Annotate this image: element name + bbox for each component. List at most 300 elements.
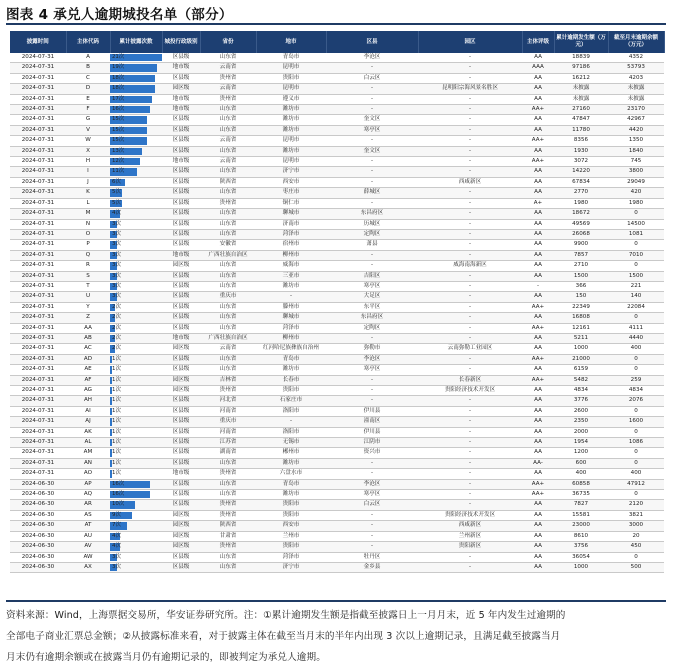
cell-overdue-amount: 2770 xyxy=(554,188,608,198)
cell-date: 2024-07-31 xyxy=(10,157,66,167)
cell-count xyxy=(110,448,162,458)
count-unit: 次 xyxy=(115,272,121,279)
cell-park: - xyxy=(418,396,522,406)
cell-date: 2024-07-31 xyxy=(10,302,66,312)
cell-county: - xyxy=(326,198,418,208)
count-unit: 次 xyxy=(115,324,121,331)
cell-province: 贵州省 xyxy=(200,198,256,208)
count-label xyxy=(110,564,121,570)
cell-date: 2024-07-31 xyxy=(10,115,66,125)
table-row xyxy=(10,406,664,416)
count-value: 1 xyxy=(112,418,116,425)
cell-city: 滕州市 xyxy=(256,302,326,312)
count-value: 18 xyxy=(112,74,119,81)
cell-city: 潍坊市 xyxy=(256,105,326,115)
cell-rating: AA xyxy=(522,261,554,271)
cell-county: - xyxy=(326,250,418,260)
table-row xyxy=(10,281,664,291)
cell-city: 柳州市 xyxy=(256,333,326,343)
cell-code: H xyxy=(66,157,110,167)
count-label xyxy=(110,85,124,91)
count-label xyxy=(110,491,124,497)
cell-overdue-amount: 未披露 xyxy=(554,94,608,104)
cell-level: 区县级 xyxy=(162,240,200,250)
cell-county: - xyxy=(326,458,418,468)
cell-park: - xyxy=(418,209,522,219)
cell-count xyxy=(110,188,162,198)
cell-level: 园区级 xyxy=(162,375,200,385)
table-row xyxy=(10,271,664,281)
cell-province: 甘肃省 xyxy=(200,531,256,541)
cell-date: 2024-07-31 xyxy=(10,250,66,260)
cell-level: 区县级 xyxy=(162,302,200,312)
cell-county: 寒亭区 xyxy=(326,281,418,291)
cell-date: 2024-07-31 xyxy=(10,73,66,83)
count-unit: 次 xyxy=(115,251,121,258)
cell-overdue-amount: 18672 xyxy=(554,209,608,219)
cell-province: 重庆市 xyxy=(200,292,256,302)
cell-province: 山东省 xyxy=(200,219,256,229)
cell-park: - xyxy=(418,53,522,63)
cell-park: 兰州新区 xyxy=(418,531,522,541)
cell-code: AL xyxy=(66,438,110,448)
count-value: 1 xyxy=(112,449,116,456)
count-unit: 次 xyxy=(115,199,121,206)
cell-park: - xyxy=(418,427,522,437)
title-rule xyxy=(6,23,666,25)
cell-province: 山东省 xyxy=(200,281,256,291)
cell-county: 东昌府区 xyxy=(326,209,418,219)
count-label xyxy=(110,335,121,341)
cell-rating: AA xyxy=(522,313,554,323)
cell-level: 区县级 xyxy=(162,125,200,135)
cell-code: AX xyxy=(66,562,110,572)
count-unit: 次 xyxy=(115,418,121,425)
cell-province: 云南省 xyxy=(200,344,256,354)
cell-count xyxy=(110,292,162,302)
cell-level: 区县级 xyxy=(162,406,200,416)
cell-code: AK xyxy=(66,427,110,437)
cell-count xyxy=(110,281,162,291)
cell-date: 2024-06-30 xyxy=(10,500,66,510)
cell-park: - xyxy=(418,458,522,468)
cell-overdue-balance: 420 xyxy=(608,188,664,198)
count-value: 2 xyxy=(112,324,116,331)
cell-province: 河南省 xyxy=(200,406,256,416)
cell-park: 西咸新区 xyxy=(418,521,522,531)
cell-level: 地市级 xyxy=(162,94,200,104)
cell-city: 兰州市 xyxy=(256,531,326,541)
cell-overdue-balance: 4440 xyxy=(608,333,664,343)
cell-count xyxy=(110,427,162,437)
cell-code: AS xyxy=(66,510,110,520)
cell-city: 聊城市 xyxy=(256,209,326,219)
cell-province: 山东省 xyxy=(200,552,256,562)
cell-rating: AA xyxy=(522,333,554,343)
count-value: 3 xyxy=(112,272,116,279)
count-unit: 次 xyxy=(115,220,121,227)
cell-overdue-balance: 29049 xyxy=(608,177,664,187)
count-unit: 次 xyxy=(118,147,125,154)
cell-overdue-amount: 26068 xyxy=(554,229,608,239)
cell-count xyxy=(110,146,162,156)
cell-overdue-balance: 3000 xyxy=(608,521,664,531)
cell-county: - xyxy=(326,386,418,396)
table-row xyxy=(10,323,664,333)
cell-province: 山东省 xyxy=(200,458,256,468)
table-row xyxy=(10,562,664,572)
count-value: 1 xyxy=(112,439,116,446)
count-unit: 次 xyxy=(115,532,121,539)
cell-park: - xyxy=(418,313,522,323)
count-value: 1 xyxy=(112,387,116,393)
cell-county: - xyxy=(326,531,418,541)
cell-city: 菏泽市 xyxy=(256,552,326,562)
cell-overdue-balance: 3821 xyxy=(608,510,664,520)
cell-overdue-balance: 0 xyxy=(608,458,664,468)
table-row xyxy=(10,219,664,229)
count-unit: 次 xyxy=(118,95,125,102)
table-header-row xyxy=(10,31,664,53)
cell-county: - xyxy=(326,177,418,187)
cell-overdue-amount: 67834 xyxy=(554,177,608,187)
cell-city: 贵阳市 xyxy=(256,500,326,510)
cell-city: 郴州市 xyxy=(256,448,326,458)
table-row xyxy=(10,94,664,104)
cell-overdue-balance: 4203 xyxy=(608,73,664,83)
cell-code: AF xyxy=(66,375,110,385)
cell-date: 2024-07-31 xyxy=(10,136,66,146)
count-value: 5 xyxy=(112,199,116,206)
cell-overdue-amount: 1500 xyxy=(554,271,608,281)
cell-count xyxy=(110,94,162,104)
count-value: 7 xyxy=(112,522,116,529)
cell-province: 云南省 xyxy=(200,136,256,146)
cell-city: 菏泽市 xyxy=(256,323,326,333)
cell-code: AJ xyxy=(66,417,110,427)
count-value: 21 xyxy=(112,54,119,60)
cell-overdue-amount: 1930 xyxy=(554,146,608,156)
count-label xyxy=(110,429,121,435)
cell-overdue-balance: 2120 xyxy=(608,500,664,510)
cell-count xyxy=(110,386,162,396)
cell-count xyxy=(110,177,162,187)
cell-park: - xyxy=(418,219,522,229)
cell-overdue-balance: 1600 xyxy=(608,417,664,427)
count-label xyxy=(110,210,121,216)
cell-rating: AA xyxy=(522,250,554,260)
cell-code: T xyxy=(66,281,110,291)
cell-province: 广西壮族自治区 xyxy=(200,333,256,343)
cell-province: 云南省 xyxy=(200,84,256,94)
cell-province: 陕西省 xyxy=(200,177,256,187)
count-value: 15 xyxy=(112,137,119,144)
cell-code: K xyxy=(66,188,110,198)
cell-overdue-amount: 23000 xyxy=(554,521,608,531)
count-value: 2 xyxy=(112,303,116,310)
count-unit: 次 xyxy=(118,168,125,175)
cell-overdue-balance: 4834 xyxy=(608,386,664,396)
cell-overdue-amount: 15581 xyxy=(554,510,608,520)
count-unit: 次 xyxy=(115,407,121,414)
cell-rating: AA xyxy=(522,406,554,416)
count-value: 5 xyxy=(112,189,116,196)
table-row xyxy=(10,105,664,115)
cell-count xyxy=(110,531,162,541)
cell-overdue-amount: 3072 xyxy=(554,157,608,167)
cell-level: 区县级 xyxy=(162,292,200,302)
cell-code: E xyxy=(66,94,110,104)
count-value: 1 xyxy=(112,366,116,373)
cell-county: - xyxy=(326,157,418,167)
cell-count xyxy=(110,209,162,219)
cell-park: - xyxy=(418,198,522,208)
cell-overdue-amount: 97186 xyxy=(554,63,608,73)
cell-overdue-balance: 3800 xyxy=(608,167,664,177)
cell-rating: AA xyxy=(522,125,554,135)
overdue-acceptor-table xyxy=(10,31,665,573)
cell-date: 2024-07-31 xyxy=(10,209,66,219)
count-label xyxy=(110,293,121,299)
cell-park: 贵阳经济技术开发区 xyxy=(418,510,522,520)
cell-province: 山东省 xyxy=(200,167,256,177)
cell-overdue-amount: 27160 xyxy=(554,105,608,115)
cell-rating: AA xyxy=(522,500,554,510)
cell-county: - xyxy=(326,521,418,531)
cell-date: 2024-06-30 xyxy=(10,552,66,562)
table-row xyxy=(10,115,664,125)
cell-overdue-balance: 未披露 xyxy=(608,84,664,94)
cell-code: AQ xyxy=(66,490,110,500)
cell-rating: AA xyxy=(522,167,554,177)
cell-province: 山东省 xyxy=(200,115,256,125)
cell-count xyxy=(110,240,162,250)
cell-code: AT xyxy=(66,521,110,531)
count-unit: 次 xyxy=(118,64,125,71)
cell-overdue-amount: 6159 xyxy=(554,365,608,375)
cell-code: Q xyxy=(66,250,110,260)
count-unit: 次 xyxy=(115,397,121,404)
cell-park: 威海南海新区 xyxy=(418,261,522,271)
cell-overdue-amount: 5211 xyxy=(554,333,608,343)
cell-code: R xyxy=(66,261,110,271)
cell-province: 山东省 xyxy=(200,229,256,239)
cell-province: 河南省 xyxy=(200,427,256,437)
cell-overdue-balance: 221 xyxy=(608,281,664,291)
cell-city: 红河哈尼族彝族自治州 xyxy=(256,344,326,354)
cell-county: 吉阳区 xyxy=(326,271,418,281)
cell-date: 2024-07-31 xyxy=(10,53,66,63)
cell-overdue-amount: 2600 xyxy=(554,406,608,416)
cell-overdue-balance: 4352 xyxy=(608,53,664,63)
count-unit: 次 xyxy=(115,293,121,300)
cell-park: 西咸新区 xyxy=(418,177,522,187)
cell-county: 牡丹区 xyxy=(326,552,418,562)
cell-overdue-amount: 1000 xyxy=(554,562,608,572)
cell-date: 2024-07-31 xyxy=(10,396,66,406)
cell-overdue-balance: 0 xyxy=(608,209,664,219)
cell-overdue-balance: 0 xyxy=(608,406,664,416)
count-unit: 次 xyxy=(118,74,125,81)
cell-count xyxy=(110,521,162,531)
count-value: 1 xyxy=(112,459,116,466)
cell-county: 李沧区 xyxy=(326,479,418,489)
cell-overdue-amount: 7827 xyxy=(554,500,608,510)
cell-county: 江阴市 xyxy=(326,438,418,448)
cell-overdue-amount: 600 xyxy=(554,458,608,468)
table-row xyxy=(10,427,664,437)
cell-count xyxy=(110,333,162,343)
cell-park: - xyxy=(418,73,522,83)
table-row xyxy=(10,448,664,458)
cell-count xyxy=(110,458,162,468)
cell-park: 长春新区 xyxy=(418,375,522,385)
cell-count xyxy=(110,552,162,562)
table-row xyxy=(10,209,664,219)
notes-line-1: 资料来源：Wind，上海票据交易所，华安证券研究所。注：①累计逾期发生额是指截至披露日上一月月末，近 5 年内发生过逾期的 xyxy=(6,610,566,621)
cell-province: 山东省 xyxy=(200,105,256,115)
count-label xyxy=(110,408,121,414)
table-row xyxy=(10,500,664,510)
cell-count xyxy=(110,542,162,552)
cell-park: - xyxy=(418,354,522,364)
cell-date: 2024-06-30 xyxy=(10,562,66,572)
cell-park: - xyxy=(418,469,522,479)
cell-overdue-amount: 14220 xyxy=(554,167,608,177)
count-unit: 次 xyxy=(115,303,121,310)
count-label xyxy=(110,439,121,445)
cell-overdue-balance: 1081 xyxy=(608,229,664,239)
cell-county: - xyxy=(326,136,418,146)
cell-overdue-balance: 450 xyxy=(608,542,664,552)
count-value: 18 xyxy=(112,85,119,92)
cell-count xyxy=(110,261,162,271)
count-value: 13 xyxy=(112,147,119,154)
cell-overdue-balance: 42967 xyxy=(608,115,664,125)
cell-city: 济南市 xyxy=(256,219,326,229)
cell-park: - xyxy=(418,94,522,104)
count-unit: 次 xyxy=(118,137,125,144)
count-value: 1 xyxy=(112,376,116,383)
cell-code: W xyxy=(66,136,110,146)
count-value: 16 xyxy=(112,480,119,487)
cell-count xyxy=(110,469,162,479)
count-label xyxy=(110,168,124,174)
count-value: 3 xyxy=(112,220,116,227)
cell-overdue-amount: 49569 xyxy=(554,219,608,229)
cell-code: AC xyxy=(66,344,110,354)
cell-city: 遵义市 xyxy=(256,94,326,104)
count-label xyxy=(110,325,121,331)
count-unit: 次 xyxy=(118,126,125,133)
cell-province: 山东省 xyxy=(200,313,256,323)
cell-rating: AA xyxy=(522,271,554,281)
cell-count xyxy=(110,354,162,364)
table-row xyxy=(10,354,664,364)
cell-count xyxy=(110,323,162,333)
cell-code: B xyxy=(66,63,110,73)
cell-count xyxy=(110,53,162,63)
cell-overdue-amount: 2350 xyxy=(554,417,608,427)
cell-county: 奎文区 xyxy=(326,115,418,125)
cell-overdue-balance: 4111 xyxy=(608,323,664,333)
cell-level: 区县级 xyxy=(162,396,200,406)
cell-date: 2024-07-31 xyxy=(10,188,66,198)
cell-city: 济宁市 xyxy=(256,167,326,177)
cell-county: 定陶区 xyxy=(326,323,418,333)
cell-code: AH xyxy=(66,396,110,406)
cell-overdue-balance: 47912 xyxy=(608,479,664,489)
cell-count xyxy=(110,115,162,125)
count-value: 15 xyxy=(112,126,119,133)
cell-code: I xyxy=(66,167,110,177)
cell-date: 2024-07-31 xyxy=(10,219,66,229)
cell-city: 长春市 xyxy=(256,375,326,385)
table-row xyxy=(10,84,664,94)
cell-date: 2024-07-31 xyxy=(10,84,66,94)
cell-overdue-balance: 0 xyxy=(608,261,664,271)
cell-city: 青岛市 xyxy=(256,479,326,489)
cell-level: 区县级 xyxy=(162,209,200,219)
cell-rating: AA- xyxy=(522,458,554,468)
table-row xyxy=(10,73,664,83)
col-header-overdue-amount: 累计逾期发生额（万元） xyxy=(554,31,608,53)
count-label xyxy=(110,501,124,507)
cell-city: 潍坊市 xyxy=(256,490,326,500)
cell-code: AU xyxy=(66,531,110,541)
cell-rating: AA xyxy=(522,531,554,541)
count-value: 3 xyxy=(112,251,116,258)
cell-county: - xyxy=(326,510,418,520)
cell-date: 2024-07-31 xyxy=(10,105,66,115)
cell-city: 威海市 xyxy=(256,261,326,271)
cell-code: X xyxy=(66,146,110,156)
cell-level: 区县级 xyxy=(162,73,200,83)
cell-county: - xyxy=(326,333,418,343)
cell-overdue-amount: 400 xyxy=(554,469,608,479)
table-row xyxy=(10,438,664,448)
cell-city: 聊城市 xyxy=(256,313,326,323)
cell-code: AG xyxy=(66,386,110,396)
cell-overdue-amount: 3756 xyxy=(554,542,608,552)
cell-code: AV xyxy=(66,542,110,552)
count-label xyxy=(110,241,121,247)
cell-city: - xyxy=(256,292,326,302)
count-unit: 次 xyxy=(115,334,121,341)
cell-province: 贵州省 xyxy=(200,386,256,396)
col-header-count: 累计披露次数 xyxy=(110,31,162,53)
cell-city: 潍坊市 xyxy=(256,146,326,156)
cell-city: 六盘水市 xyxy=(256,469,326,479)
cell-date: 2024-07-31 xyxy=(10,94,66,104)
cell-overdue-amount: 36735 xyxy=(554,490,608,500)
cell-count xyxy=(110,105,162,115)
cell-rating: AA xyxy=(522,209,554,219)
cell-code: G xyxy=(66,115,110,125)
cell-county: 弥勒市 xyxy=(326,344,418,354)
cell-count xyxy=(110,63,162,73)
cell-count xyxy=(110,417,162,427)
cell-county: 白云区 xyxy=(326,73,418,83)
cell-province: 山东省 xyxy=(200,261,256,271)
cell-rating: AA xyxy=(522,292,554,302)
cell-park: - xyxy=(418,105,522,115)
count-value: 4 xyxy=(112,532,116,539)
cell-level: 地市级 xyxy=(162,63,200,73)
cell-province: 贵州省 xyxy=(200,500,256,510)
cell-park: - xyxy=(418,365,522,375)
cell-overdue-amount: 21000 xyxy=(554,354,608,364)
